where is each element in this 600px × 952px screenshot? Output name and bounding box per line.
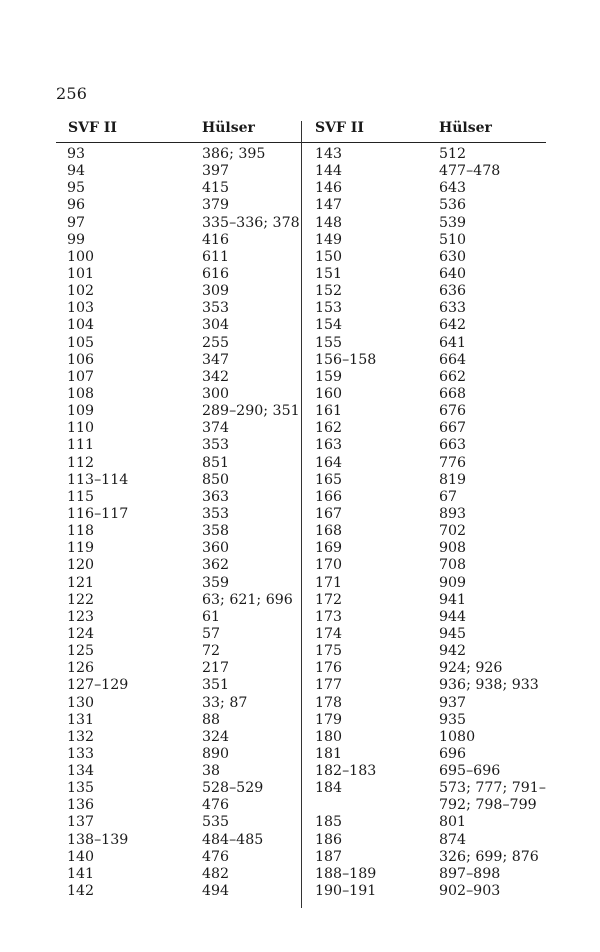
hulser-ref: 695–696 xyxy=(439,763,501,780)
hulser-ref: 668 xyxy=(439,385,467,402)
hulser-ref: 702 xyxy=(439,523,467,540)
hulser-ref: 776 xyxy=(439,454,467,471)
hulser-ref: 88 xyxy=(202,711,221,728)
svf-ref: 127–129 xyxy=(67,677,129,694)
svf-ref: 133 xyxy=(67,745,95,762)
hulser-ref: 611 xyxy=(202,248,230,265)
svf-ref: 141 xyxy=(67,865,95,882)
svf-ref: 153 xyxy=(315,300,343,317)
svf-ref: 122 xyxy=(67,591,95,608)
hulser-ref: 792; 798–799 xyxy=(439,797,537,814)
svf-ref: 169 xyxy=(315,540,343,557)
hulser-ref: 379 xyxy=(202,197,230,214)
svf-ref: 118 xyxy=(67,523,95,540)
svf-ref: 94 xyxy=(67,163,86,180)
hulser-ref: 374 xyxy=(202,420,230,437)
hulser-ref: 72 xyxy=(202,643,221,660)
svf-ref: 152 xyxy=(315,283,343,300)
svf-ref: 136 xyxy=(67,797,95,814)
svf-ref: 185 xyxy=(315,814,343,831)
hulser-ref: 850 xyxy=(202,471,230,488)
svf-ref: 132 xyxy=(67,728,95,745)
hulser-ref: 676 xyxy=(439,403,467,420)
hulser-ref: 289–290; 351 xyxy=(202,403,300,420)
header-svf-left: SVF II xyxy=(68,120,117,136)
svf-ref: 155 xyxy=(315,334,343,351)
svf-ref: 138–139 xyxy=(67,831,129,848)
svf-ref: 106 xyxy=(67,351,95,368)
svf-ref: 121 xyxy=(67,574,95,591)
svf-ref: 177 xyxy=(315,677,343,694)
hulser-ref: 335–336; 378 xyxy=(202,214,300,231)
hulser-ref: 801 xyxy=(439,814,467,831)
svf-ref: 159 xyxy=(315,368,343,385)
svf-ref: 147 xyxy=(315,197,343,214)
hulser-ref: 539 xyxy=(439,214,467,231)
hulser-ref: 937 xyxy=(439,694,467,711)
svf-ref: 105 xyxy=(67,334,95,351)
svf-ref: 173 xyxy=(315,608,343,625)
svf-ref: 120 xyxy=(67,557,95,574)
svf-ref: 166 xyxy=(315,488,343,505)
svf-ref: 170 xyxy=(315,557,343,574)
hulser-ref: 890 xyxy=(202,745,230,762)
svf-ref: 160 xyxy=(315,385,343,402)
hulser-ref: 38 xyxy=(202,763,221,780)
hulser-ref: 484–485 xyxy=(202,831,264,848)
hulser-ref: 893 xyxy=(439,505,467,522)
hulser-ref: 897–898 xyxy=(439,865,501,882)
svf-ref: 168 xyxy=(315,523,343,540)
hulser-ref: 512 xyxy=(439,146,467,162)
svf-ref: 110 xyxy=(67,420,95,437)
svf-ref: 142 xyxy=(67,883,95,900)
svf-ref: 180 xyxy=(315,728,343,745)
hulser-ref: 494 xyxy=(202,883,230,900)
svf-ref: 149 xyxy=(315,231,343,248)
svf-ref: 146 xyxy=(315,180,343,197)
svf-ref: 165 xyxy=(315,471,343,488)
svf-ref: 112 xyxy=(67,454,95,471)
hulser-ref: 415 xyxy=(202,180,230,197)
hulser-ref: 324 xyxy=(202,728,230,745)
hulser-ref: 535 xyxy=(202,814,230,831)
hulser-ref: 300 xyxy=(202,385,230,402)
svf-ref: 144 xyxy=(315,163,343,180)
hulser-ref: 347 xyxy=(202,351,230,368)
hulser-ref: 640 xyxy=(439,265,467,282)
hulser-ref: 476 xyxy=(202,797,230,814)
hulser-ref: 664 xyxy=(439,351,467,368)
svf-ref: 95 xyxy=(67,180,86,197)
svf-ref: 103 xyxy=(67,300,95,317)
hulser-ref: 33; 87 xyxy=(202,694,248,711)
svf-ref: 186 xyxy=(315,831,343,848)
hulser-ref: 477–478 xyxy=(439,163,501,180)
hulser-ref: 353 xyxy=(202,437,230,454)
hulser-ref: 708 xyxy=(439,557,467,574)
hulser-ref: 304 xyxy=(202,317,230,334)
hulser-ref: 342 xyxy=(202,368,230,385)
hulser-ref: 942 xyxy=(439,643,467,660)
hulser-ref: 642 xyxy=(439,317,467,334)
svf-ref: 140 xyxy=(67,848,95,865)
hulser-ref: 630 xyxy=(439,248,467,265)
hulser-ref: 359 xyxy=(202,574,230,591)
svf-ref: 143 xyxy=(315,146,343,162)
hulser-ref: 358 xyxy=(202,523,230,540)
svf-ref: 99 xyxy=(67,231,86,248)
hulser-ref: 476 xyxy=(202,848,230,865)
svf-ref: 187 xyxy=(315,848,343,865)
svf-ref: 131 xyxy=(67,711,95,728)
hulser-ref: 217 xyxy=(202,660,230,677)
hulser-ref: 902–903 xyxy=(439,883,501,900)
hulser-ref: 909 xyxy=(439,574,467,591)
svf-ref: 93 xyxy=(67,146,86,162)
svf-ref: 123 xyxy=(67,608,95,625)
hulser-ref: 360 xyxy=(202,540,230,557)
hulser-ref: 67 xyxy=(439,488,458,505)
svf-ref: 107 xyxy=(67,368,95,385)
hulser-ref: 61 xyxy=(202,608,221,625)
svf-ref: 109 xyxy=(67,403,95,420)
hulser-ref: 510 xyxy=(439,231,467,248)
svf-ref: 178 xyxy=(315,694,343,711)
hulser-ref: 944 xyxy=(439,608,467,625)
svf-ref: 175 xyxy=(315,643,343,660)
svf-ref: 130 xyxy=(67,694,95,711)
svf-ref: 167 xyxy=(315,505,343,522)
hulser-ref: 819 xyxy=(439,471,467,488)
svf-ref: 96 xyxy=(67,197,86,214)
hulser-ref: 935 xyxy=(439,711,467,728)
hulser-ref: 633 xyxy=(439,300,467,317)
hulser-ref: 636 xyxy=(439,283,467,300)
hulser-ref: 528–529 xyxy=(202,780,264,797)
svf-ref: 172 xyxy=(315,591,343,608)
column-divider xyxy=(301,121,302,908)
hulser-ref: 663 xyxy=(439,437,467,454)
hulser-ref: 386; 395 xyxy=(202,146,266,162)
svf-ref: 171 xyxy=(315,574,343,591)
hulser-ref: 874 xyxy=(439,831,467,848)
svf-ref: 176 xyxy=(315,660,343,677)
hulser-ref: 616 xyxy=(202,265,230,282)
hulser-ref: 416 xyxy=(202,231,230,248)
hulser-ref: 945 xyxy=(439,625,467,642)
svf-ref: 184 xyxy=(315,780,343,797)
hulser-ref: 667 xyxy=(439,420,467,437)
hulser-ref: 662 xyxy=(439,368,467,385)
hulser-ref: 1080 xyxy=(439,728,476,745)
hulser-ref: 536 xyxy=(439,197,467,214)
hulser-ref: 351 xyxy=(202,677,230,694)
svf-ref: 113–114 xyxy=(67,471,129,488)
svf-ref: 135 xyxy=(67,780,95,797)
svf-ref: 154 xyxy=(315,317,343,334)
hulser-ref: 936; 938; 933 xyxy=(439,677,539,694)
hulser-ref: 397 xyxy=(202,163,230,180)
svf-ref: 119 xyxy=(67,540,95,557)
page-number: 256 xyxy=(56,84,88,103)
svf-ref: 161 xyxy=(315,403,343,420)
hulser-ref: 63; 621; 696 xyxy=(202,591,293,608)
svf-ref: 100 xyxy=(67,248,95,265)
header-hulser-left: Hülser xyxy=(202,120,255,136)
svf-ref: 97 xyxy=(67,214,86,231)
svf-ref: 125 xyxy=(67,643,95,660)
svf-ref: 162 xyxy=(315,420,343,437)
svf-ref: 115 xyxy=(67,488,95,505)
hulser-ref: 353 xyxy=(202,300,230,317)
hulser-ref: 573; 777; 791– xyxy=(439,780,546,797)
svf-ref: 104 xyxy=(67,317,95,334)
svf-ref: 174 xyxy=(315,625,343,642)
svf-ref: 134 xyxy=(67,763,95,780)
svf-ref: 190–191 xyxy=(315,883,377,900)
hulser-ref: 353 xyxy=(202,505,230,522)
svf-ref: 111 xyxy=(67,437,95,454)
hulser-ref: 643 xyxy=(439,180,467,197)
svf-ref: 101 xyxy=(67,265,95,282)
svf-ref: 151 xyxy=(315,265,343,282)
hulser-ref: 362 xyxy=(202,557,230,574)
svf-ref: 126 xyxy=(67,660,95,677)
hulser-ref: 941 xyxy=(439,591,467,608)
svf-ref: 163 xyxy=(315,437,343,454)
header-svf-right: SVF II xyxy=(315,120,364,136)
svf-ref: 164 xyxy=(315,454,343,471)
svf-ref: 116–117 xyxy=(67,505,129,522)
hulser-ref: 363 xyxy=(202,488,230,505)
hulser-ref: 924; 926 xyxy=(439,660,503,677)
svf-ref: 156–158 xyxy=(315,351,377,368)
svf-ref: 188–189 xyxy=(315,865,377,882)
hulser-ref: 908 xyxy=(439,540,467,557)
hulser-ref: 255 xyxy=(202,334,230,351)
svf-ref: 124 xyxy=(67,625,95,642)
hulser-ref: 696 xyxy=(439,745,467,762)
hulser-ref: 57 xyxy=(202,625,221,642)
svf-ref: 108 xyxy=(67,385,95,402)
svf-ref: 102 xyxy=(67,283,95,300)
svf-ref: 182–183 xyxy=(315,763,377,780)
svf-ref: 148 xyxy=(315,214,343,231)
hulser-ref: 309 xyxy=(202,283,230,300)
svf-ref: 150 xyxy=(315,248,343,265)
hulser-ref: 482 xyxy=(202,865,230,882)
svf-ref: 179 xyxy=(315,711,343,728)
svf-ref: 181 xyxy=(315,745,343,762)
hulser-ref: 851 xyxy=(202,454,230,471)
svf-ref: 137 xyxy=(67,814,95,831)
hulser-ref: 326; 699; 876 xyxy=(439,848,539,865)
header-hulser-right: Hülser xyxy=(439,120,492,136)
hulser-ref: 641 xyxy=(439,334,467,351)
